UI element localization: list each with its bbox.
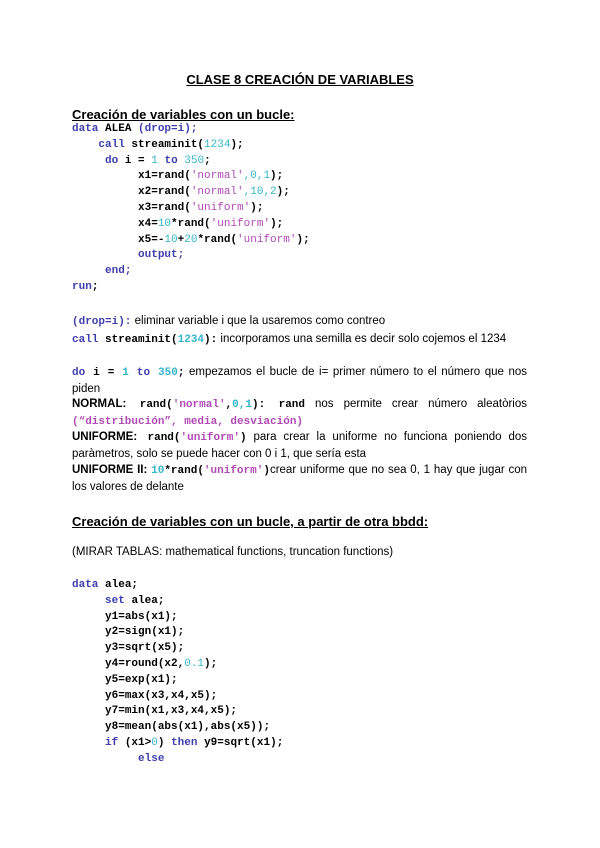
code-token: i = [124, 154, 145, 167]
code-inline: to [128, 367, 159, 379]
code-inline: ) [263, 465, 270, 477]
code-keyword: output [138, 249, 178, 262]
code-keyword: data [72, 579, 99, 591]
code-token: streaminit( [131, 138, 205, 151]
code-string: 'uniform' [237, 233, 297, 246]
explanation-label: UNIFORME: [72, 431, 138, 443]
code-token: y2=sign(x1); [105, 626, 185, 639]
code-number: 350 [184, 154, 205, 167]
code-inline: i = [85, 367, 123, 379]
explanation-text: empezamos el bucle de i= primer número to el número que nos piden [72, 366, 528, 396]
code-inline: call [72, 334, 99, 346]
code-token: ); [270, 217, 284, 230]
code-number: 1 [122, 367, 129, 379]
code-number: 10 [157, 217, 172, 230]
code-string: 'uniform' [180, 432, 240, 444]
explanation-uniform-ii [72, 462, 527, 496]
code-keyword: data [72, 123, 99, 135]
code-token: alea; [105, 579, 139, 591]
code-token: y3=sqrt(x5); [105, 642, 185, 655]
code-block-bbdd [72, 578, 283, 768]
code-token: y5=exp(x1); [105, 673, 178, 686]
explanation-text: para crear la uniforme no funciona poniendo dos paràmetros, solo se puede hacer con 0 i 1, que sería esta [72, 431, 528, 461]
code-inline: rand( [137, 432, 181, 444]
code-token: x5=- [138, 233, 165, 246]
code-keyword: to [164, 154, 178, 167]
code-keyword: run [72, 280, 92, 293]
code-inline: do [72, 367, 86, 379]
code-inline: streaminit( [98, 334, 178, 346]
explanation-streaminit [72, 331, 527, 348]
code-string: 'normal' [172, 399, 226, 411]
code-token: ); [230, 138, 244, 151]
code-inline: ): [204, 334, 218, 346]
code-token: x2=rand( [138, 186, 191, 199]
code-string: 'uniform' [210, 217, 271, 230]
code-number: 350 [158, 367, 178, 379]
explanation-drop [72, 313, 527, 330]
code-token: y9=sqrt(x1); [204, 736, 284, 749]
code-inline: *rand( [164, 465, 204, 477]
explanation-uniform [72, 429, 527, 463]
code-keyword: else [138, 752, 165, 765]
code-token: alea; [131, 594, 165, 607]
explanation-label: UNIFORME II: [72, 464, 148, 476]
code-number: 1234 [177, 334, 205, 346]
code-inline: , [225, 399, 233, 411]
explanation-text: incorporamos una semilla es decir solo cojemos el 1234 [217, 333, 507, 345]
explanation-text: crear uniforme que no sea 0, 1 hay que jugar con los valores de delante [72, 464, 527, 494]
code-string: 'normal' [190, 170, 244, 183]
explanation-text: eliminar variable i que la usaremos como contreo [131, 315, 386, 327]
code-token: + [177, 233, 185, 246]
code-number: 1234 [204, 138, 231, 151]
code-block-loop: data ALEA (drop=i); call streaminit(1234); do i = 1 to 350; x1=rand('normal',0,1); x2=rand('normal',10,2); x3=rand('uniform'); x4=10*rand('uniform'); x5=-10+20*rand('uniform'); output; end; run; [72, 123, 310, 293]
code-number: ,0,1 [243, 170, 271, 183]
code-token: x1=rand( [138, 170, 191, 183]
code-keyword: set [105, 594, 125, 607]
code-number: 20 [184, 233, 198, 246]
code-keyword: call [98, 138, 125, 151]
explanation-do-loop [72, 364, 527, 398]
code-string: 'uniform' [190, 201, 251, 214]
code-token: y8=mean(abs(x1),abs(x5)); [105, 721, 271, 734]
code-inline: rand( [126, 399, 173, 411]
section-heading-bbdd: Creación de variables con un bucle, a partir de otra bbdd: [72, 514, 429, 529]
code-string: 'uniform' [203, 465, 264, 477]
code-token: ); [270, 170, 284, 183]
code-number: 10 [164, 233, 178, 246]
code-number: 0 [151, 736, 158, 749]
code-token: ); [276, 186, 290, 199]
code-token: ALEA [105, 123, 132, 135]
code-token: y4=round(x2, [105, 657, 185, 670]
code-token: ; [204, 154, 211, 167]
code-inline: (drop=i): [72, 316, 132, 328]
code-token: ); [204, 657, 218, 670]
code-inline: ): rand [251, 399, 305, 411]
code-token: y7=min(x1,x3,x4,x5); [105, 705, 238, 718]
code-token: ) [157, 736, 165, 749]
code-token: x3=rand( [138, 201, 191, 214]
code-keyword: do [105, 154, 119, 167]
code-keyword: then [171, 736, 198, 749]
explanation-normal [72, 396, 527, 431]
page-title: CLASE 8 CREACIÓN DE VARIABLES [186, 72, 414, 87]
code-token: (x1> [124, 736, 152, 749]
explanation-text: nos permite crear número aleatòrios [305, 398, 528, 410]
code-keyword: (drop=i); [138, 123, 198, 135]
code-token: y6=max(x3,x4,x5); [105, 689, 218, 702]
explanation-label: NORMAL: [72, 398, 127, 410]
code-string: 'normal' [190, 186, 244, 199]
code-token: *rand( [171, 217, 211, 230]
section-heading-loop: Creación de variables con un bucle: [72, 107, 295, 122]
code-token: ); [296, 233, 310, 246]
note-tables: (MIRAR TABLAS: mathematical functions, truncation functions) [72, 546, 394, 558]
code-number: 0.1 [184, 657, 205, 670]
code-number: 10 [151, 465, 165, 477]
code-inline: ) [239, 432, 247, 444]
code-number: ,10,2 [243, 186, 277, 199]
code-number: 0,1 [232, 399, 252, 411]
code-token: *rand( [197, 233, 238, 246]
code-keyword: if [105, 736, 119, 749]
code-keyword: end [105, 265, 125, 278]
code-number: 1 [151, 154, 158, 167]
code-inline: ; [177, 367, 185, 379]
code-token: ); [250, 201, 264, 214]
code-token: y1=abs(x1); [105, 610, 178, 623]
code-string: (“distribución”, media, desviación) [72, 416, 304, 429]
